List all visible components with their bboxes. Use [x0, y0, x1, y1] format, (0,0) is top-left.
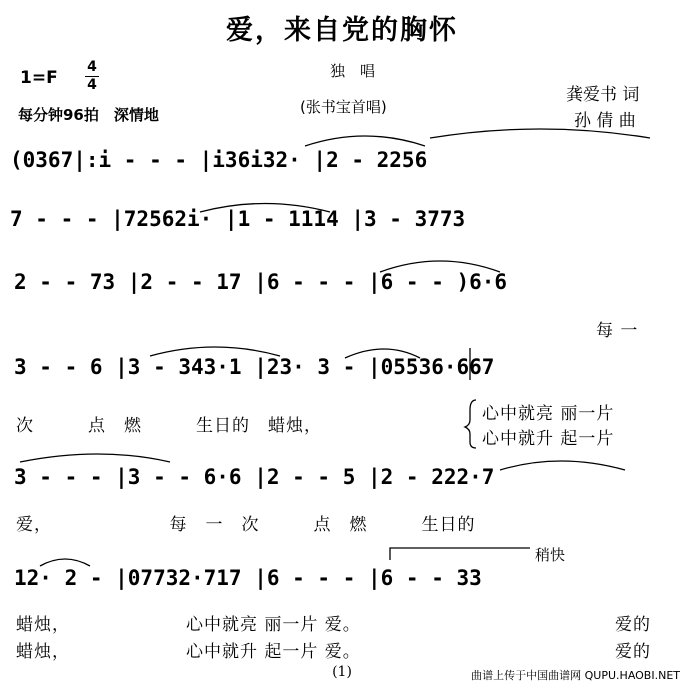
lyric-line-6a-middle: 心中就亮 丽一片 爱。	[186, 615, 361, 635]
lyric-line-4-verse1: 心中就亮 丽一片	[482, 404, 615, 424]
score-row-1: (0367|:i - - - |i36i32· |2 - 2256	[10, 148, 428, 172]
key-signature: 1=F	[20, 68, 58, 88]
performance-form: 独 唱	[330, 62, 376, 80]
score-row-5: 3 - - - |3 - - 6·6 |2 - - 5 |2 - 222·7	[14, 465, 495, 489]
lyric-line-6b-end: 爱的	[615, 642, 651, 662]
tempo-marking: 每分钟96拍 深情地	[18, 106, 159, 124]
score-row-4: 3 - - 6 |3 - 343·1 |23· 3 - |05536·667	[14, 355, 495, 379]
score-row-6: 12· 2 - |07732·717 |6 - - - |6 - - 33	[14, 566, 482, 590]
lyric-line-6b-start: 蜡烛，	[16, 642, 70, 662]
lyric-line-3: 每 一	[596, 321, 639, 341]
lyric-line-4: 次 点 燃 生日的 蜡烛，	[16, 416, 322, 436]
lyric-line-6a-end: 爱的	[615, 615, 651, 635]
score-row-3: 2 - - 73 |2 - - 17 |6 - - - |6 - - )6·6	[14, 270, 508, 294]
time-signature-bottom: 4	[87, 77, 97, 93]
tempo-change-marking: 稍快	[535, 546, 566, 564]
score-row-2: 7 - - - |72562i· |1 - 1114 |3 - 3773	[10, 207, 466, 231]
time-signature-top: 4	[87, 59, 97, 75]
lyric-line-5: 爱， 每 一 次 点 燃 生日的	[16, 515, 476, 535]
composer-credit: 孙 倩 曲	[574, 111, 636, 131]
lyric-line-4-verse2: 心中就升 起一片	[482, 429, 615, 449]
watermark: 曲谱上传于中国曲谱网 QUPU.HAOBI.NET	[471, 669, 680, 682]
song-title: 爱，来自党的胸怀	[226, 15, 458, 46]
premiere-note: (张书宝首唱)	[300, 98, 387, 116]
lyricist-credit: 龚爱书 词	[566, 85, 640, 105]
lyric-line-6b-middle: 心中就升 起一片 爱。	[186, 642, 361, 662]
lyric-line-6a-start: 蜡烛，	[16, 615, 70, 635]
page-number: (1)	[332, 664, 352, 680]
